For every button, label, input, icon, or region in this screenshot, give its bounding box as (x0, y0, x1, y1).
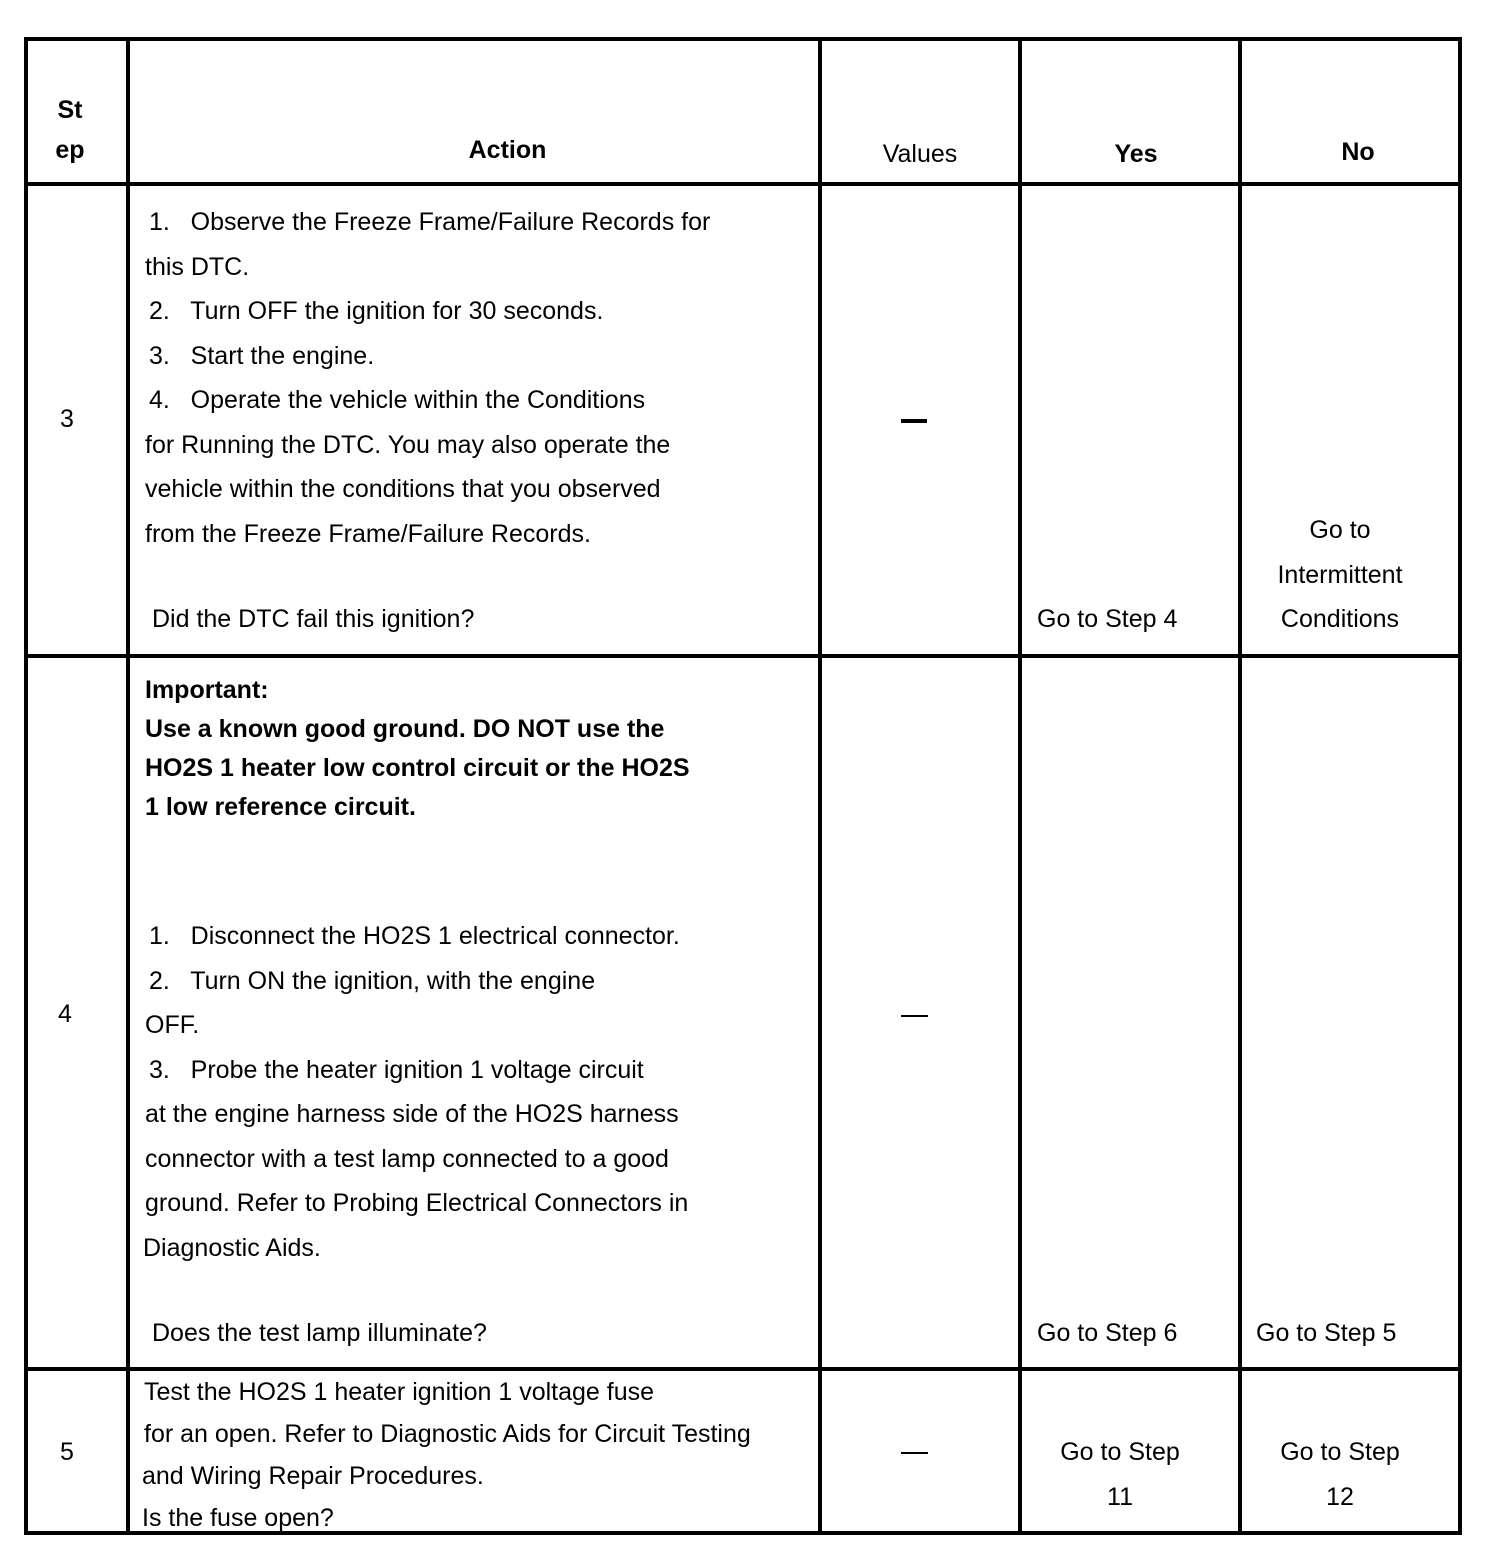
action-steps (144, 1371, 814, 1539)
action-line: vehicle within the conditions that you observed (145, 475, 661, 503)
header-values: Values (882, 140, 958, 168)
action-line: Diagnostic Aids. (143, 1233, 321, 1262)
yes-link-line: Go to Step (1060, 1438, 1180, 1466)
no-link[interactable]: Go to Step 5 (1256, 1319, 1397, 1347)
no-link[interactable] (1242, 1430, 1438, 1519)
important-label: Important: (145, 676, 269, 704)
important-line: 1 low reference circuit. (145, 793, 416, 821)
action-line: 1. Observe the Freeze Frame/Failure Records for (149, 208, 711, 236)
action-line: for Running the DTC. You may also operate the (145, 430, 671, 459)
action-line: 2. Turn OFF the ignition for 30 seconds. (149, 297, 604, 325)
important-line: Use a known good ground. DO NOT use the (145, 715, 665, 743)
action-line: at the engine harness side of the HO2S harness (145, 1100, 679, 1128)
row-divider (24, 654, 1462, 658)
column-divider (126, 37, 130, 1535)
action-line: for an open. Refer to Diagnostic Aids for Circuit Testing (144, 1420, 751, 1448)
no-link-line: Go to (1309, 516, 1371, 544)
no-link-line: Conditions (1280, 605, 1400, 633)
action-line: connector with a test lamp connected to a good (145, 1144, 669, 1173)
yes-link[interactable]: Go to Step 6 (1037, 1319, 1178, 1347)
action-steps (145, 914, 815, 1270)
action-question: Did the DTC fail this ignition? (152, 605, 475, 633)
action-line: 3. Probe the heater ignition 1 voltage circuit (149, 1055, 644, 1084)
no-link-line: Intermittent (1277, 560, 1403, 589)
important-note (145, 671, 815, 827)
column-divider (1238, 37, 1242, 1535)
column-divider (818, 37, 822, 1535)
action-line: and Wiring Repair Procedures. (142, 1462, 484, 1490)
yes-link-line: 11 (1107, 1482, 1133, 1511)
action-steps (145, 200, 815, 556)
dash-mark (901, 1452, 928, 1454)
yes-link[interactable] (1022, 1430, 1218, 1519)
action-line: 3. Start the engine. (149, 341, 375, 370)
header-divider (24, 182, 1462, 186)
step-number: 5 (60, 1438, 74, 1466)
header-step-line: St (57, 96, 83, 124)
header-yes: Yes (1114, 140, 1158, 168)
header-step-line: ep (55, 136, 85, 164)
header-step (30, 90, 110, 170)
no-link-line: 12 (1326, 1482, 1354, 1511)
action-line: from the Freeze Frame/Failure Records. (145, 519, 591, 548)
no-link-line: Go to Step (1280, 1438, 1400, 1466)
no-link[interactable] (1242, 508, 1438, 642)
column-divider (1018, 37, 1022, 1535)
dash-mark (901, 1015, 928, 1017)
table-border-top (24, 37, 1462, 41)
table-border-left (24, 37, 28, 1535)
action-line: 4. Operate the vehicle within the Conditions (149, 386, 646, 414)
header-action: Action (468, 136, 547, 164)
header-no: No (1341, 138, 1375, 166)
action-line: OFF. (145, 1011, 200, 1039)
action-line: 2. Turn ON the ignition, with the engine (149, 966, 596, 995)
dash-mark (901, 419, 927, 423)
step-number: 3 (60, 405, 74, 433)
action-line: Test the HO2S 1 heater ignition 1 voltage fuse (144, 1378, 655, 1406)
action-line: this DTC. (145, 252, 250, 281)
action-line: ground. Refer to Probing Electrical Connectors in (145, 1189, 689, 1217)
action-line: 1. Disconnect the HO2S 1 electrical connector. (149, 922, 680, 950)
step-number: 4 (58, 1000, 72, 1028)
action-question: Does the test lamp illuminate? (152, 1319, 487, 1347)
yes-link[interactable]: Go to Step 4 (1037, 605, 1178, 633)
table-border-right (1458, 37, 1462, 1535)
action-line: Is the fuse open? (142, 1504, 334, 1532)
important-line: HO2S 1 heater low control circuit or the HO2S (145, 754, 690, 782)
